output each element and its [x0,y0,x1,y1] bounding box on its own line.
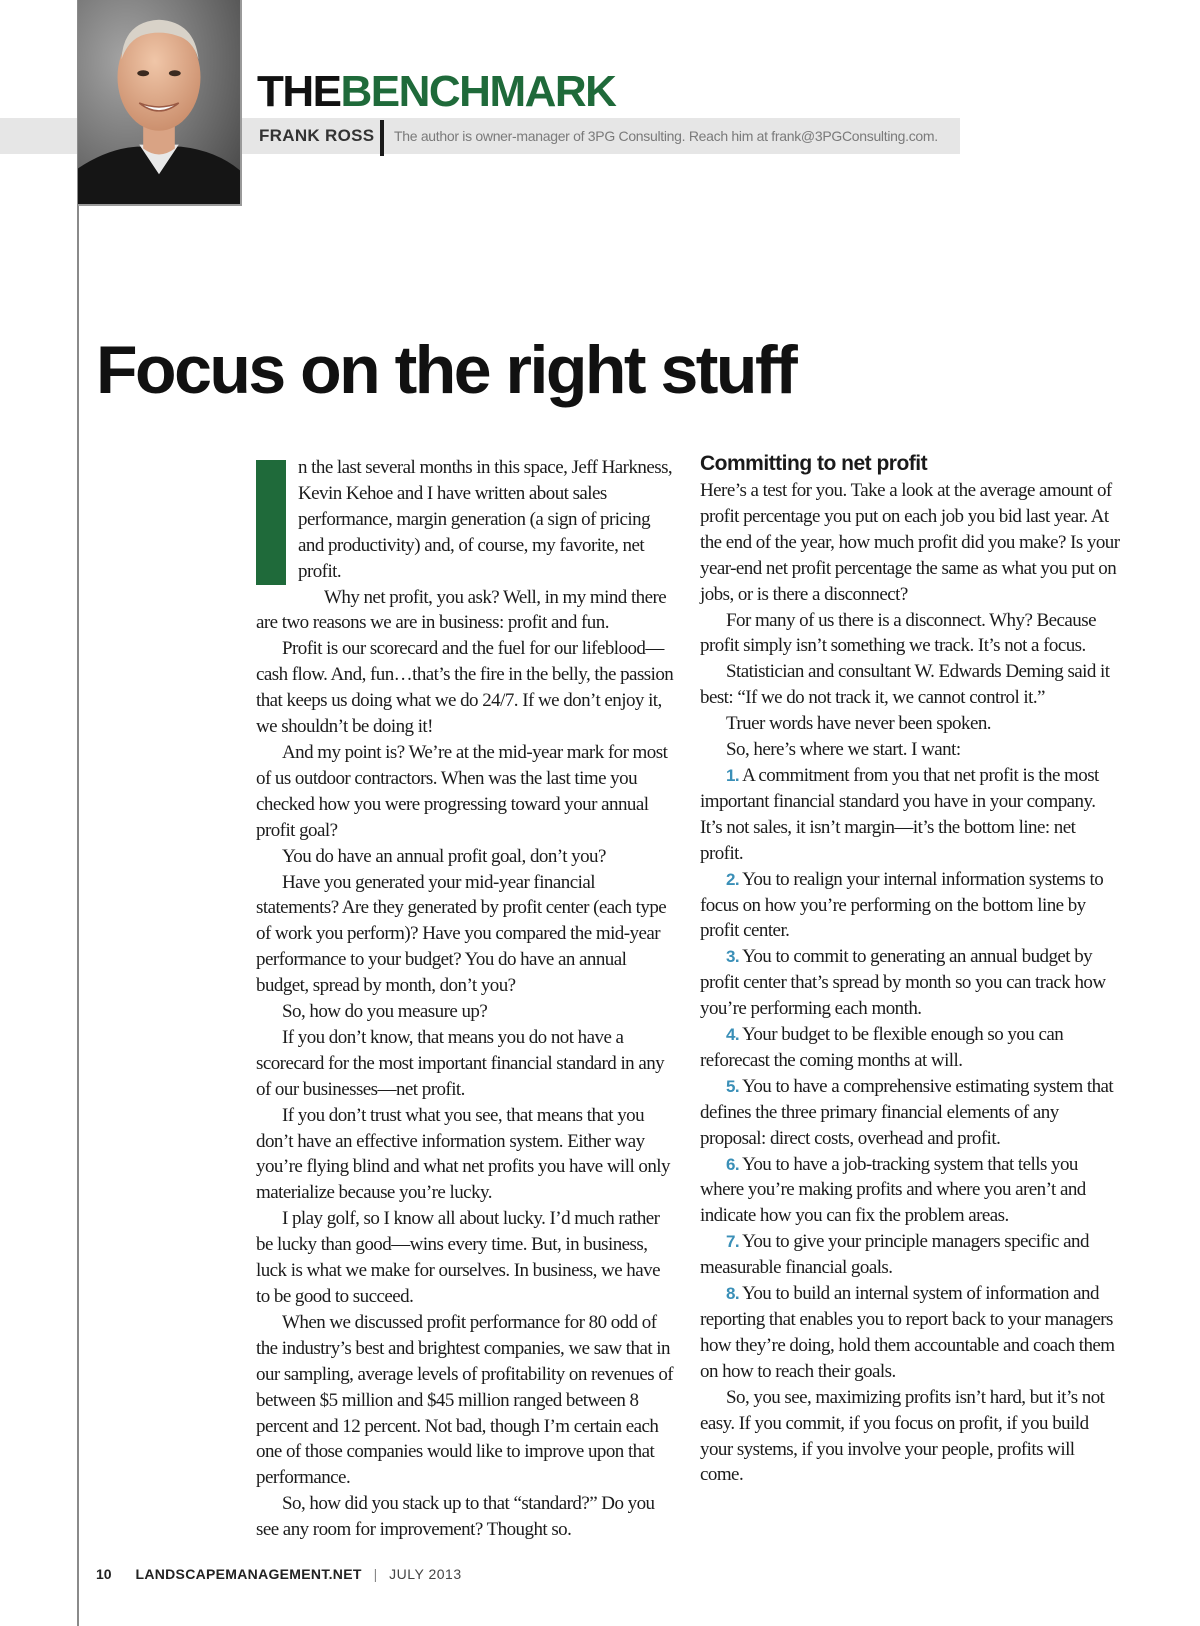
article-left-column [256,455,676,1543]
list-number: 3. [726,947,740,967]
article-paragraph: Truer words have never been spoken. [726,713,991,735]
numbered-list-item: 6. You to have a job-tracking system that tells you where you’re making profits and where you aren’t and indicate how you can fix the problem areas. [700,1153,1086,1227]
list-number: 7. [726,1232,740,1252]
numbered-list-item: 2. You to realign your internal information systems to focus on how you’re performing on the bottom line by profit center. [700,868,1104,942]
article-paragraph: n the last several months in this space, Jeff Harkness, Kevin Kehoe and I have written about sales performance, margin generation (a sign of pricing and productivity) and, of course, my favorite, net profit. [256,455,676,585]
numbered-list-item: 7. You to give your principle managers specific and measurable financial goals. [700,1231,1089,1279]
article-paragraph: So, how do you measure up? [282,1001,488,1023]
left-margin-rule [77,0,79,1626]
article-paragraph: Statistician and consultant W. Edwards Deming said it best: “If we do not track it, we cannot control it.” [700,661,1110,709]
author-bio: The author is owner-manager of 3PG Consulting. Reach him at frank@3PGConsulting.com. [394,128,938,144]
article-paragraph: So, here’s where we start. I want: [726,739,961,761]
author-divider [380,120,384,156]
author-photo [78,0,242,206]
section-subhead: Committing to net profit [700,452,928,475]
article-paragraph: Profit is our scorecard and the fuel for our lifeblood—cash flow. And, fun…that’s the fire in the belly, the passion that keeps us doing what we do 24/7. If we don’t enjoy it, we shouldn’t be doing it! [256,638,674,738]
list-number: 2. [726,869,740,889]
article-paragraph: When we discussed profit performance for 80 odd of the industry’s best and brightest companies, we saw that in our sampling, average levels of profitability on revenues of between $5 million and $45 million ranged between 8 percent and 12 percent. Not bad, though I’m certain each one of those companies would like to improve upon that performance. [256,1311,674,1489]
article-right-column [700,451,1120,1488]
masthead-benchmark: BENCHMARK [340,67,616,116]
article-paragraph: Have you generated your mid-year financial statements? Are they generated by profit center (each type of work you perform)? Have you compared the mid-year performance to your budget? You do have an annual budget, spread by month, don’t you? [256,871,667,997]
article-paragraph: So, how did you stack up to that “standard?” Do you see any room for improvement? Thought so. [256,1493,655,1541]
numbered-list-item: 4. Your budget to be flexible enough so you can reforecast the coming months at will. [700,1024,1064,1071]
article-paragraph: And my point is? We’re at the mid-year mark for most of us outdoor contractors. When was the last time you checked how you were progressing toward your annual profit goal? [256,741,668,841]
numbered-list-item: 3. You to commit to generating an annual budget by profit center that’s spread by month so you can track how you’re performing each month. [700,946,1106,1020]
article-paragraph: If you don’t know, that means you do not have a scorecard for the most important financial standard in any of our businesses—net profit. [256,1026,665,1100]
author-name: FRANK ROSS [259,126,375,145]
footer-date: JULY 2013 [389,1566,462,1582]
article-paragraph: I play golf, so I know all about lucky. I’d much rather be lucky than good—wins every time. But, in business, luck is what we make for ourselves. In business, we have to be good to succeed. [256,1208,660,1307]
footer-site: LANDSCAPEMANAGEMENT.NET [135,1566,362,1582]
column-masthead [257,67,616,116]
list-number: 8. [726,1284,740,1304]
article-paragraph: For many of us there is a disconnect. Why? Because profit simply isn’t something we track. It’s not a focus. [700,609,1096,657]
page-footer [96,1566,462,1582]
article-paragraph: So, you see, maximizing profits isn’t hard, but it’s not easy. If you commit, if you focus on profit, if you build your systems, if you involve your people, profits will come. [700,1386,1105,1486]
list-number: 5. [726,1076,740,1096]
footer-separator: | [373,1566,378,1582]
masthead-the: THE [257,67,341,116]
list-number: 4. [726,1025,740,1045]
drop-cap-bar [256,460,286,585]
numbered-list-item: 1. A commitment from you that net profit is the most important financial standard you have in your company. It’s not sales, it isn’t margin—it’s the bottom line: net profit. [700,764,1099,864]
article-paragraph: Here’s a test for you. Take a look at the average amount of profit percentage you put on each job you bid last year. At the end of the year, how much profit did you make? Is your year-end net profit percentage the same as what you put on jobs, or is there a disconnect? [700,480,1120,605]
article-paragraph: If you don’t trust what you see, that means that you don’t have an effective information system. Either way you’re flying blind and what net profits you have will only materialize because you’re lucky. [256,1104,670,1204]
page-number: 10 [96,1566,112,1582]
list-number: 6. [726,1154,740,1174]
article-paragraph: You do have an annual profit goal, don’t you? [282,845,606,867]
article-headline: Focus on the right stuff [96,332,796,408]
article-paragraph: Why net profit, you ask? Well, in my mind there are two reasons we are in business: profit and fun. [256,586,667,634]
list-number: 1. [726,765,740,785]
numbered-list-item: 5. You to have a comprehensive estimating system that defines the three primary financial elements of any proposal: direct costs, overhead and profit. [700,1075,1114,1149]
numbered-list-item: 8. You to build an internal system of information and reporting that enables you to report back to your managers how they’re doing, hold them accountable and coach them on how to reach their goals. [700,1283,1115,1382]
